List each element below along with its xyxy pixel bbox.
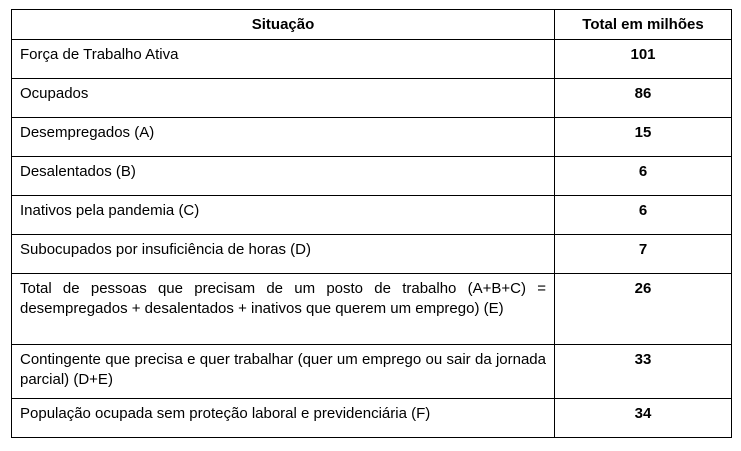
row-label: Força de Trabalho Ativa (12, 40, 555, 79)
row-value: 34 (555, 399, 732, 438)
table-header (12, 10, 732, 40)
row-label: Ocupados (12, 79, 555, 118)
table-row (12, 196, 732, 235)
data-table-container (11, 9, 732, 438)
table-row (12, 235, 732, 274)
row-value: 6 (555, 157, 732, 196)
row-label: População ocupada sem proteção laboral e previdenciária (F) (12, 399, 555, 438)
header-row (12, 10, 732, 40)
table-body (12, 40, 732, 438)
row-label: Desalentados (B) (12, 157, 555, 196)
row-value: 33 (555, 345, 732, 399)
row-value: 26 (555, 274, 732, 345)
header-situacao: Situação (12, 10, 555, 40)
row-label: Contingente que precisa e quer trabalhar (quer um emprego ou sair da jornada parcial) (D+E) (12, 345, 555, 399)
row-label: Total de pessoas que precisam de um posto de trabalho (A+B+C) = desempregados + desalentados + inativos que querem um emprego) (E) (12, 274, 555, 345)
table-row (12, 118, 732, 157)
table-row (12, 79, 732, 118)
table-row (12, 274, 732, 345)
row-value: 86 (555, 79, 732, 118)
table-row (12, 40, 732, 79)
header-total: Total em milhões (555, 10, 732, 40)
row-value: 7 (555, 235, 732, 274)
labor-statistics-table (11, 9, 732, 438)
row-value: 6 (555, 196, 732, 235)
table-row (12, 157, 732, 196)
table-row (12, 399, 732, 438)
table-row (12, 345, 732, 399)
row-label: Subocupados por insuficiência de horas (D) (12, 235, 555, 274)
row-value: 15 (555, 118, 732, 157)
row-label: Desempregados (A) (12, 118, 555, 157)
row-value: 101 (555, 40, 732, 79)
row-label: Inativos pela pandemia (C) (12, 196, 555, 235)
